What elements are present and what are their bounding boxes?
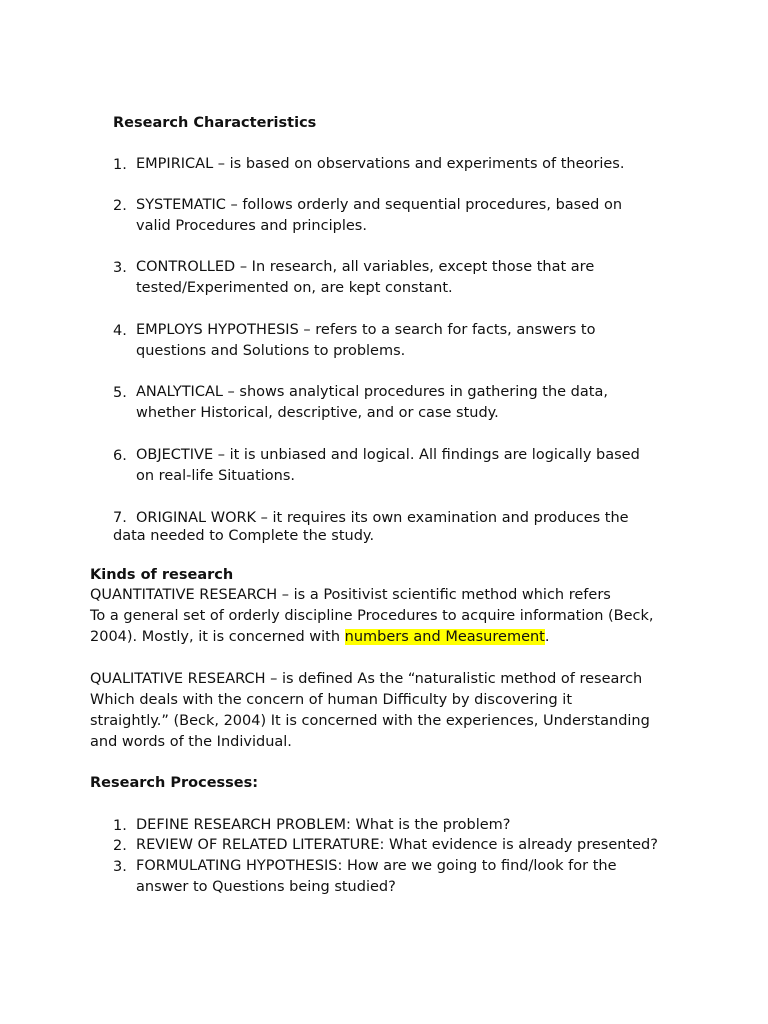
list-item-line: answer to Questions being studied? xyxy=(136,879,396,895)
section-title-research-processes: Research Processes: xyxy=(90,775,259,791)
list-number: 3. xyxy=(113,859,127,875)
list-item-line: on real-life Situations. xyxy=(136,468,296,484)
list-item-line: questions and Solutions to problems. xyxy=(136,343,406,359)
list-item-formulating-hypothesis xyxy=(136,856,617,898)
list-item-line: CONTROLLED – In research, all variables, except those that are xyxy=(136,259,595,275)
paragraph-line xyxy=(90,627,654,648)
list-number: 7. xyxy=(113,510,127,526)
list-item-empirical xyxy=(136,154,624,175)
list-item-line: whether Historical, descriptive, and or case study. xyxy=(136,405,499,421)
paragraph-line: QUALITATIVE RESEARCH – is defined As the “naturalistic method of research xyxy=(90,671,643,687)
list-item-line: valid Procedures and principles. xyxy=(136,218,367,234)
list-item-line: tested/Experimented on, are kept constant. xyxy=(136,280,453,296)
list-item-objective xyxy=(136,445,640,487)
list-item-line: FORMULATING HYPOTHESIS: How are we going to find/look for the xyxy=(136,858,617,874)
list-number: 1. xyxy=(113,157,127,173)
list-number: 6. xyxy=(113,448,127,464)
section-title-research-characteristics: Research Characteristics xyxy=(113,115,317,131)
list-item-review-literature xyxy=(136,835,658,856)
paragraph-text: 2004). Mostly, it is concerned with xyxy=(90,629,345,645)
paragraph-line: and words of the Individual. xyxy=(90,734,292,750)
list-number: 4. xyxy=(113,323,127,339)
list-item-line: OBJECTIVE – it is unbiased and logical. All findings are logically based xyxy=(136,447,640,463)
list-number: 2. xyxy=(113,838,127,854)
quantitative-research-paragraph xyxy=(90,585,654,648)
list-number: 1. xyxy=(113,818,127,834)
list-number: 2. xyxy=(113,198,127,214)
list-item-line: data needed to Complete the study. xyxy=(113,528,375,544)
highlighted-text: numbers and Measurement xyxy=(344,629,545,645)
qualitative-research-paragraph xyxy=(90,669,650,753)
list-number: 5. xyxy=(113,385,127,401)
paragraph-line: Which deals with the concern of human Difficulty by discovering it xyxy=(90,692,573,708)
list-item-line: EMPLOYS HYPOTHESIS – refers to a search for facts, answers to xyxy=(136,322,596,338)
list-item-line: DEFINE RESEARCH PROBLEM: What is the problem? xyxy=(136,817,511,833)
paragraph-line: To a general set of orderly discipline Procedures to acquire information (Beck, xyxy=(90,608,654,624)
list-item-define-research-problem xyxy=(136,815,511,836)
section-title-kinds-of-research: Kinds of research xyxy=(90,567,234,583)
list-item-employs-hypothesis xyxy=(136,320,595,362)
list-item-line: ANALYTICAL – shows analytical procedures in gathering the data, xyxy=(136,384,608,400)
list-item-original-work: ORIGINAL WORK – it requires its own examination and produces the xyxy=(136,510,629,526)
list-item-line: SYSTEMATIC – follows orderly and sequential procedures, based on xyxy=(136,197,623,213)
paragraph-line: straightly.” (Beck, 2004) It is concerned with the experiences, Understanding xyxy=(90,713,650,729)
paragraph-text: . xyxy=(544,629,550,645)
list-item-analytical xyxy=(136,382,608,424)
paragraph-line: QUANTITATIVE RESEARCH – is a Positivist scientific method which refers xyxy=(90,587,611,603)
list-item-systematic xyxy=(136,195,622,237)
list-item-line: EMPIRICAL – is based on observations and experiments of theories. xyxy=(136,156,625,172)
list-number: 3. xyxy=(113,260,127,276)
list-item-line: REVIEW OF RELATED LITERATURE: What evidence is already presented? xyxy=(136,837,658,853)
list-item-controlled xyxy=(136,257,594,299)
